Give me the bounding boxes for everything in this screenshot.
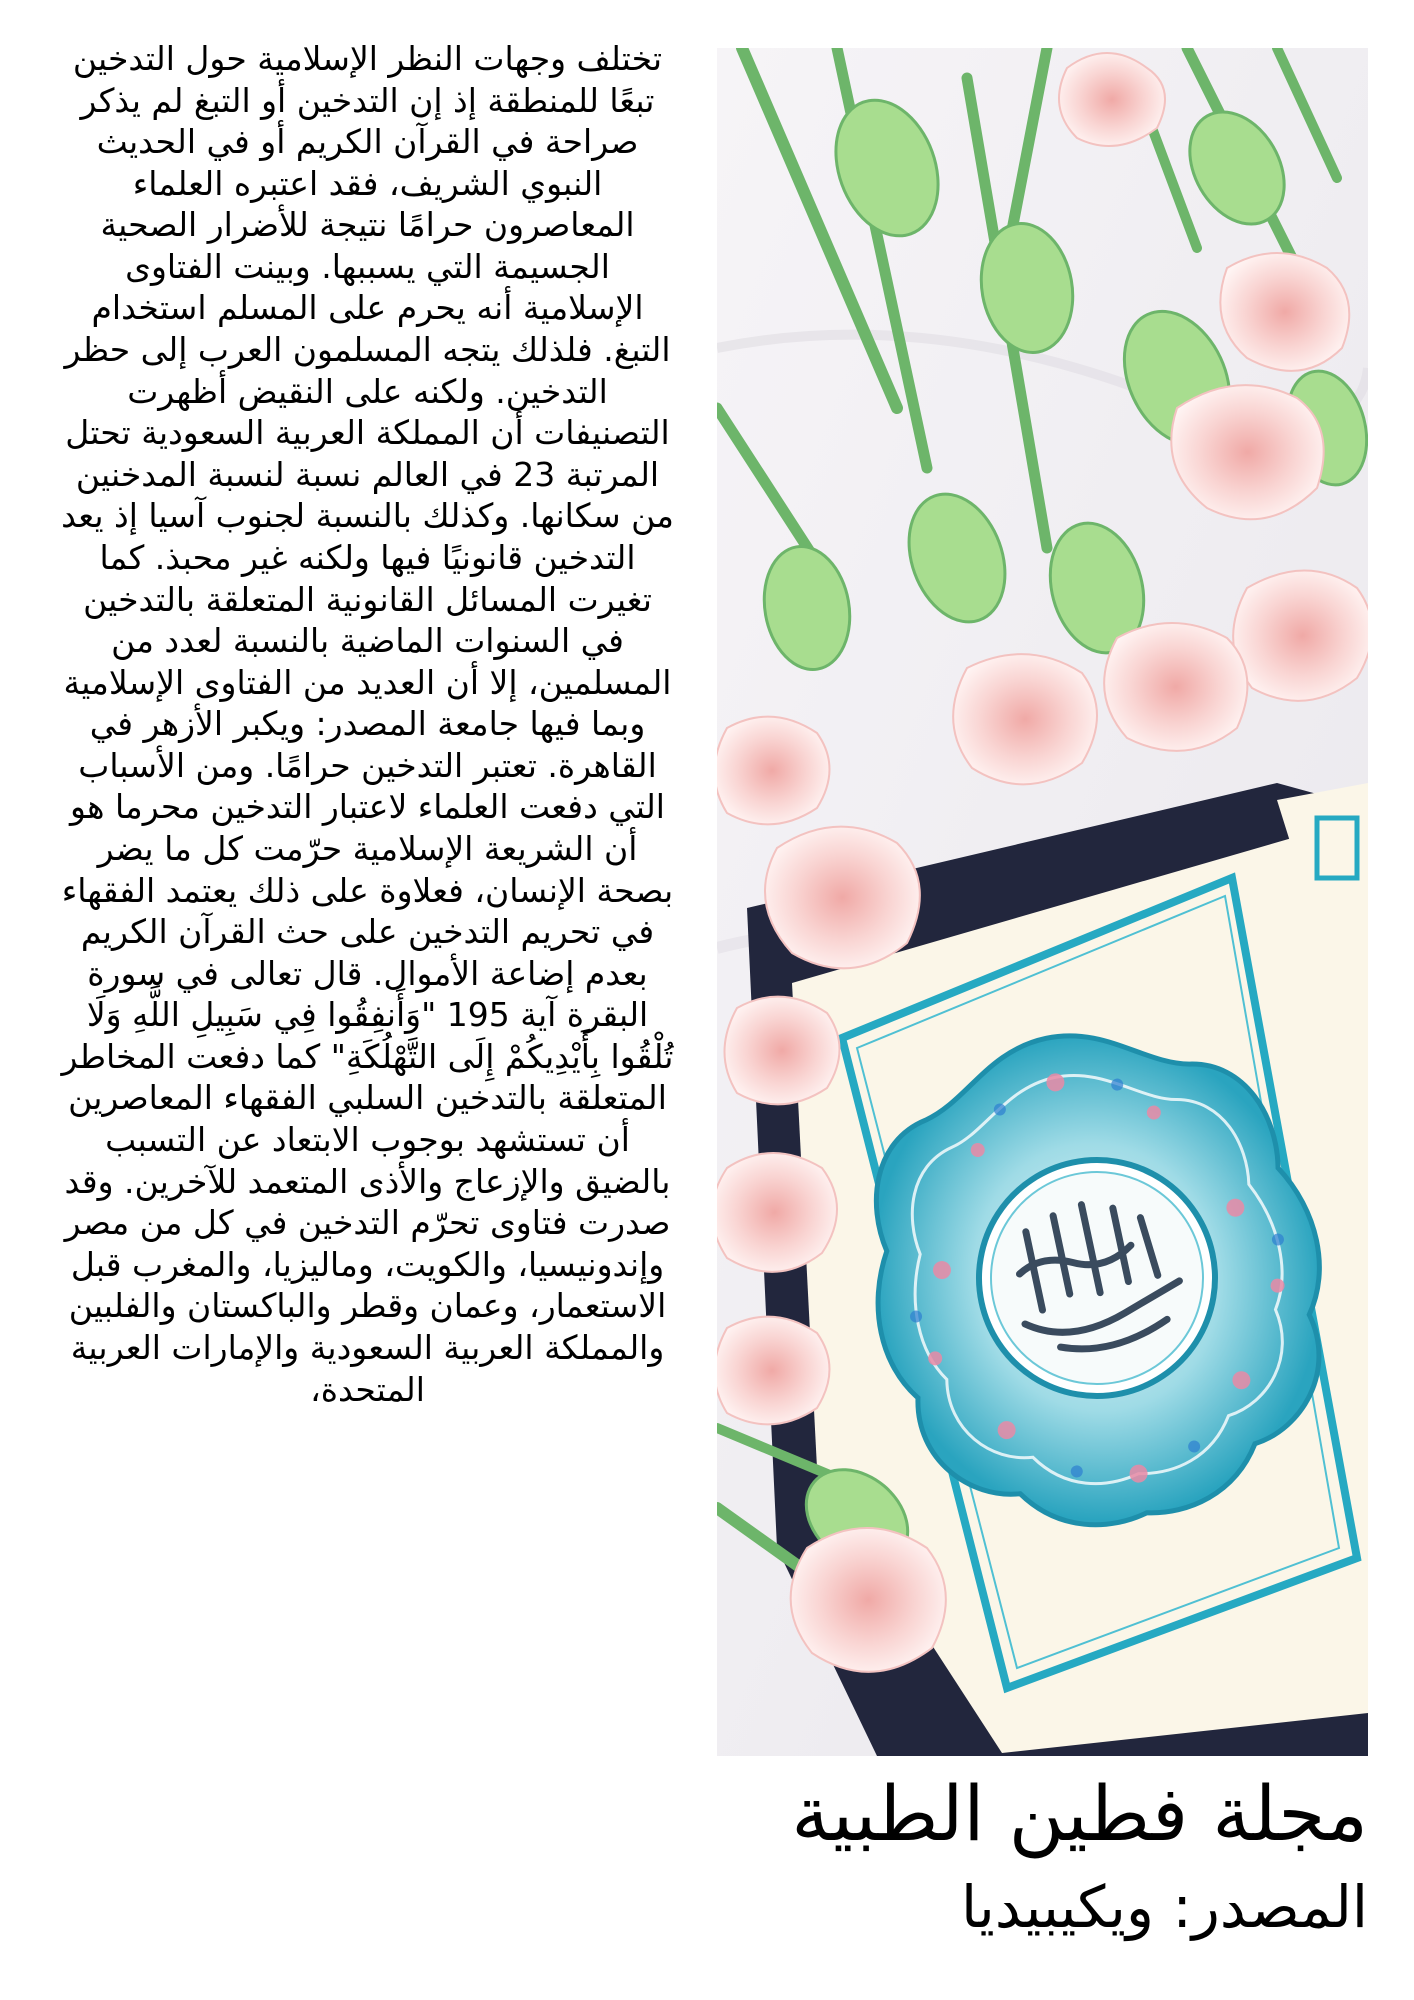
- source-credit: المصدر: ويكيبيديا: [961, 1873, 1368, 1941]
- article-body: تختلف وجهات النظر الإسلامية حول التدخين تبعًا للمنطقة إذ إن التدخين أو التبغ لم يذكر صراحة في القرآن الكريم أو في الحديث النبوي الشريف، فقد اعتبره العلماء المعاصرون حرامًا نتيجة للأضرار الصحية الجسيمة التي يسببها. وبينت الفتاوى الإسلامية أنه يحرم على المسلم استخدام التبغ. فلذلك يتجه المسلمون العرب إلى حظر التدخين. ولكنه على النقيض أظهرت التصنيفات أن المملكة العربية السعودية تحتل المرتبة 23 في العالم نسبة لنسبة المدخنين من سكانها. وكذلك بالنسبة لجنوب آسيا إذ يعد التدخين قانونيًا فيها ولكنه غير محبذ. كما تغيرت المسائل القانونية المتعلقة بالتدخين في السنوات الماضية بالنسبة لعدد من المسلمين، إلا أن العديد من الفتاوى الإسلامية وبما فيها جامعة المصدر: ويكبر الأزهر في القاهرة. تعتبر التدخين حرامًا. ومن الأسباب التي دفعت العلماء لاعتبار التدخين محرما هو أن الشريعة الإسلامية حرّمت كل ما يضر بصحة الإنسان، فعلاوة على ذلك يعتمد الفقهاء في تحريم التدخين على حث القرآن الكريم بعدم إضاعة الأموال. قال تعالى في سورة البقرة آية 195 "وَأَنفِقُوا فِي سَبِيلِ اللَّهِ وَلَا تُلْقُوا بِأَيْدِيكُمْ إِلَى التَّهْلُكَةِ" كما دفعت المخاطر المتعلقة بالتدخين السلبي الفقهاء المعاصرين أن تستشهد بوجوب الابتعاد عن التسبب بالضيق والإزعاج والأذى المتعمد للآخرين. وقد صدرت فتاوى تحرّم التدخين في كل من مصر وإندونيسيا، والكويت، وماليزيا، والمغرب قبل الاستعمار، وعمان وقطر والباكستان والفلبين والمملكة العربية السعودية والإمارات العربية المتحدة،: [61, 39, 674, 1409]
- article-text-column: [60, 38, 675, 1973]
- magazine-title: مجلة فطين الطبية: [791, 1769, 1368, 1858]
- quran-carnations-illustration: [717, 48, 1368, 1756]
- cover-photo: [717, 48, 1368, 1756]
